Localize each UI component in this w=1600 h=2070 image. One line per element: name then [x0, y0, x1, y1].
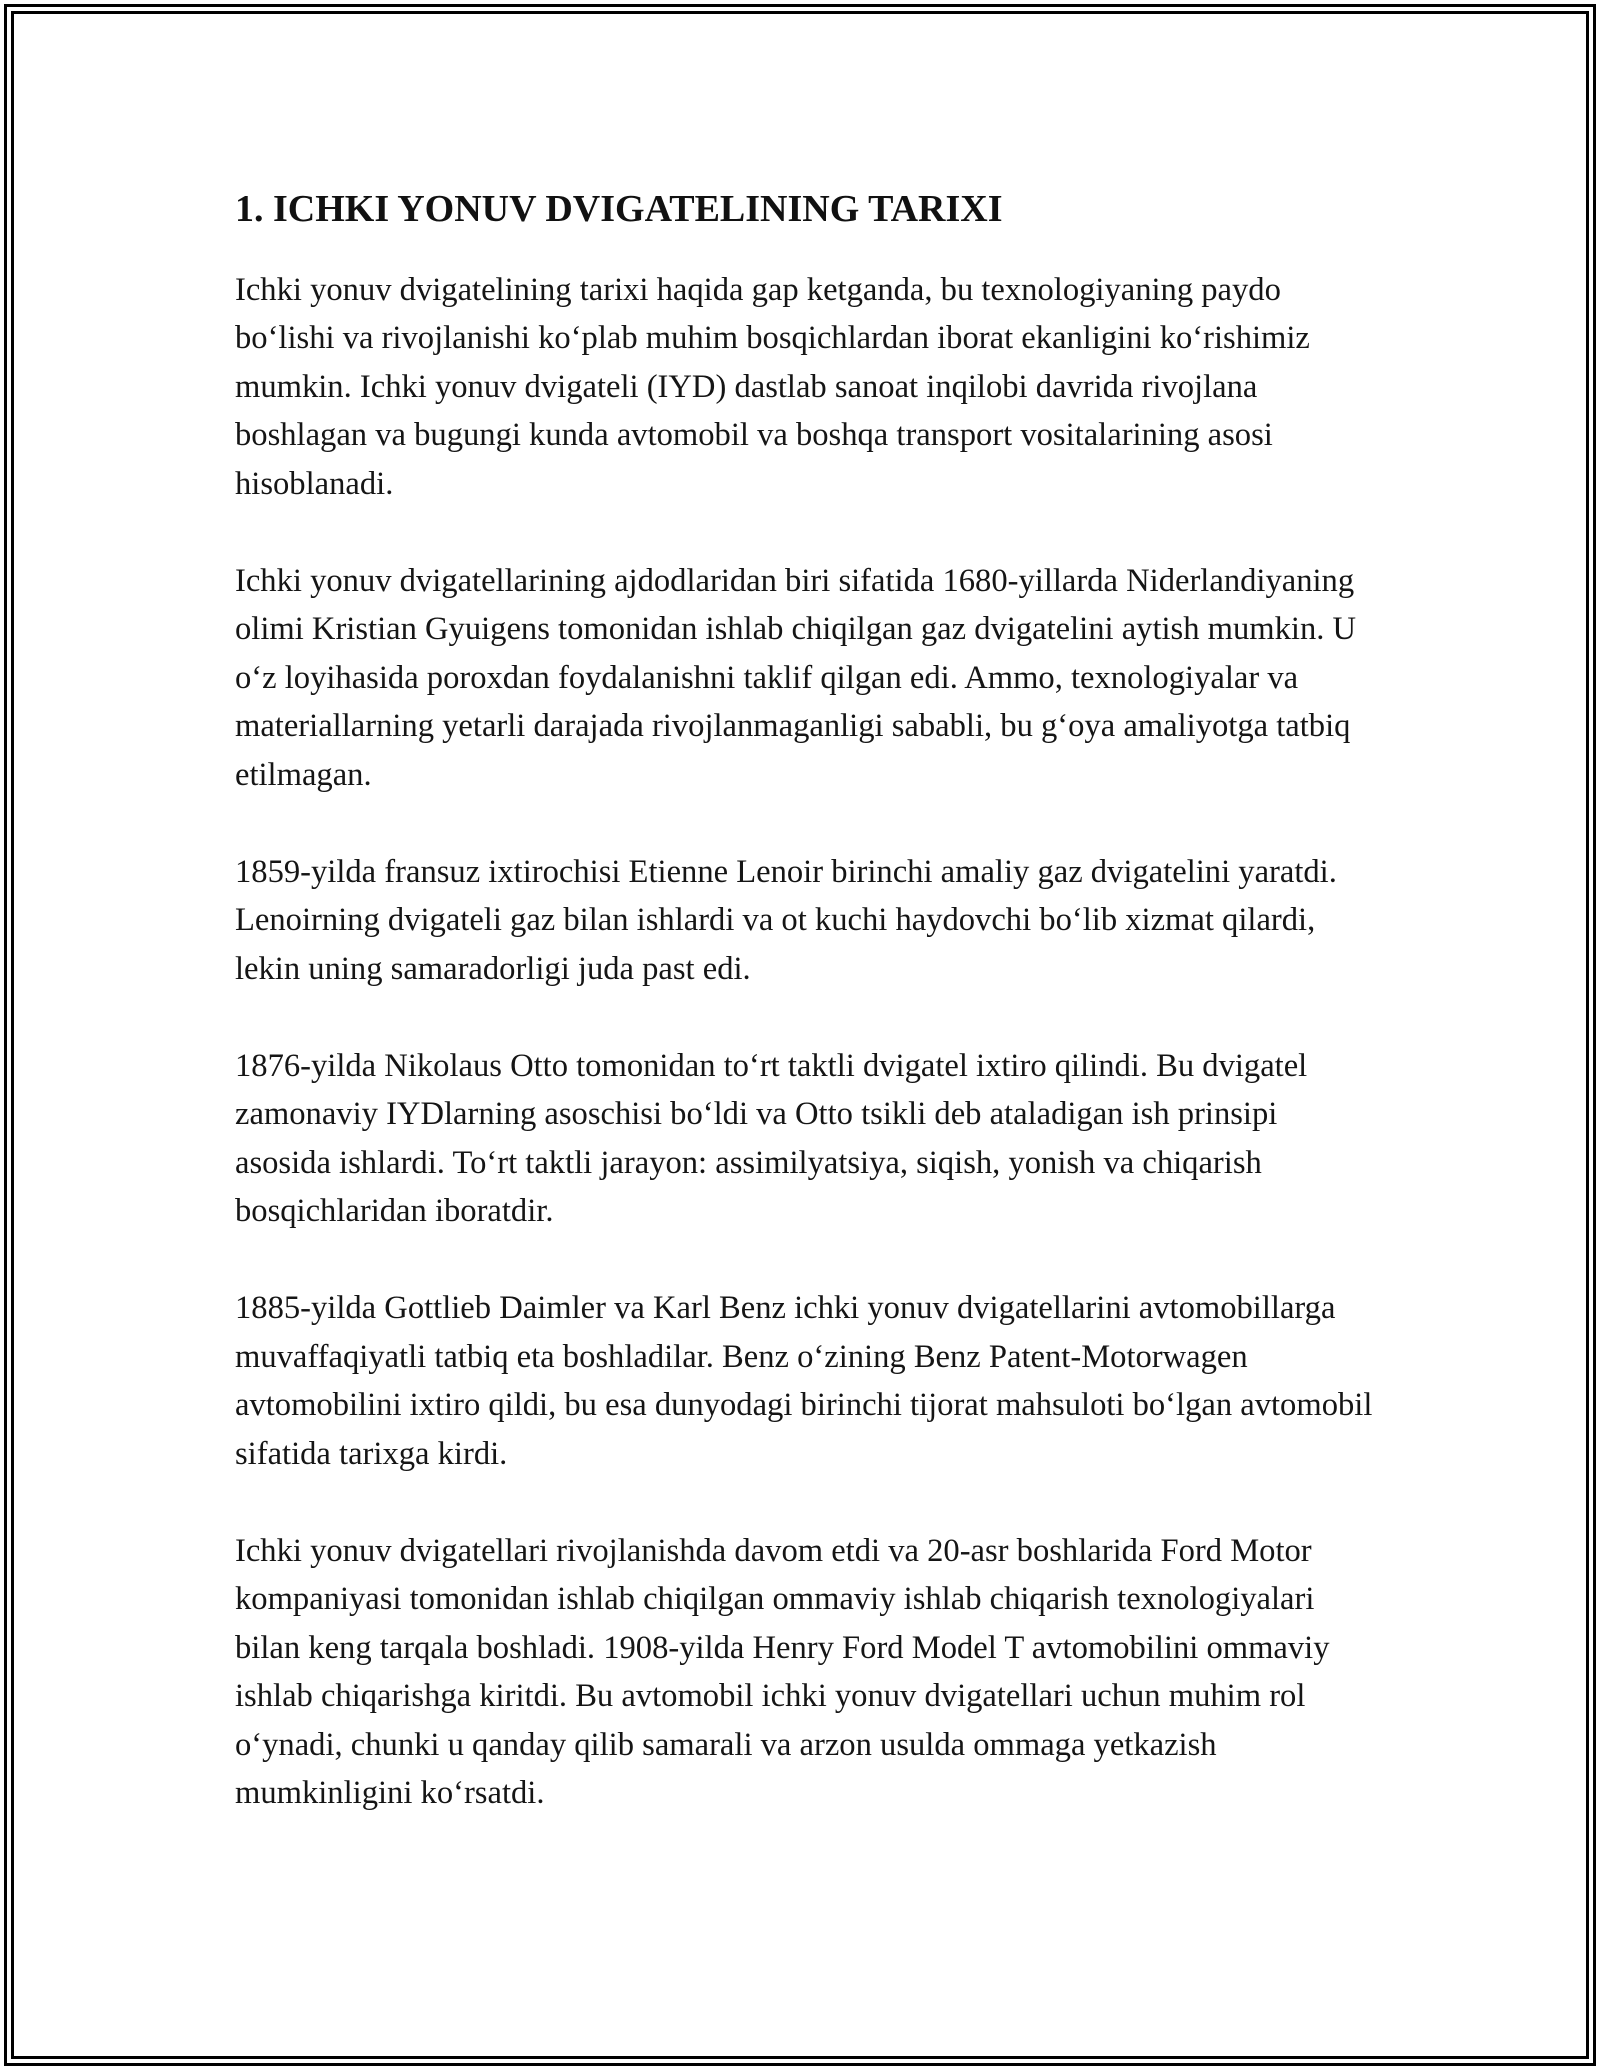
paragraph-daimler-benz: 1885-yilda Gottlieb Daimler va Karl Benz ichki yonuv dvigatellarini avtomobillarga muvaffaqiyatli tatbiq eta boshladilar. Benz o‘zining Benz Patent-Motorwagen avtomobilini ixtiro qildi, bu esa dunyodagi birinchi tijorat mahsuloti bo‘lgan avtomobil sifatida tarixga kirdi.: [235, 1290, 1373, 1472]
paragraph-huygens: Ichki yonuv dvigatellarining ajdodlaridan biri sifatida 1680-yillarda Niderlandiyaning olimi Kristian Gyuigens tomonidan ishlab chiqilgan gaz dvigatelini aytish mumkin. U o‘z loyihasida poroxdan foydalanishni taklif qilgan edi. Ammo, texnologiyalar va materiallarning yetarli darajada rivojlanmaganligi sababli, bu g‘oya amaliyotga tatbiq etilmagan.: [235, 562, 1357, 793]
paragraph-lenoir: 1859-yilda fransuz ixtirochisi Etienne Lenoir birinchi amaliy gaz dvigatelini yaratdi. Lenoirning dvigateli gaz bilan ishlardi va ot kuchi haydovchi bo‘lib xizmat qilardi, lekin uning samaradorligi juda past edi.: [235, 853, 1337, 987]
section-heading: 1. ICHKI YONUV DVIGATELINING TARIXI: [235, 188, 1003, 230]
paragraph-otto: 1876-yilda Nikolaus Otto tomonidan to‘rt taktli dvigatel ixtiro qilindi. Bu dvigatel zamonaviy IYDlarning asoschisi bo‘ldi va Otto tsikli deb ataladigan ish prinsipi asosida ishlardi. To‘rt taktli jarayon: assimilyatsiya, siqish, yonish va chiqarish bosqichlaridan iboratdir.: [235, 1047, 1308, 1230]
document-body: [235, 188, 1375, 1818]
paragraph-intro: Ichki yonuv dvigatelining tarixi haqida gap ketganda, bu texnologiyaning paydo bo‘lishi va rivojlanishi ko‘plab muhim bosqichlardan iborat ekanligini ko‘rishimiz mumkin. Ichki yonuv dvigateli (IYD) dastlab sanoat inqilobi davrida rivojlana boshlagan va bugungi kunda avtomobil va boshqa transport vositalarining asosi hisoblanadi.: [235, 271, 1310, 502]
paragraph-ford: Ichki yonuv dvigatellari rivojlanishda davom etdi va 20-asr boshlarida Ford Motor kompaniyasi tomonidan ishlab chiqilgan ommaviy ishlab chiqarish texnologiyalari bilan keng tarqala boshladi. 1908-yilda Henry Ford Model T avtomobilini ommaviy ishlab chiqarishga kiritdi. Bu avtomobil ichki yonuv dvigatellari uchun muhim rol o‘ynadi, chunki u qanday qilib samarali va arzon usulda ommaga yetkazish mumkinligini ko‘rsatdi.: [235, 1532, 1330, 1812]
